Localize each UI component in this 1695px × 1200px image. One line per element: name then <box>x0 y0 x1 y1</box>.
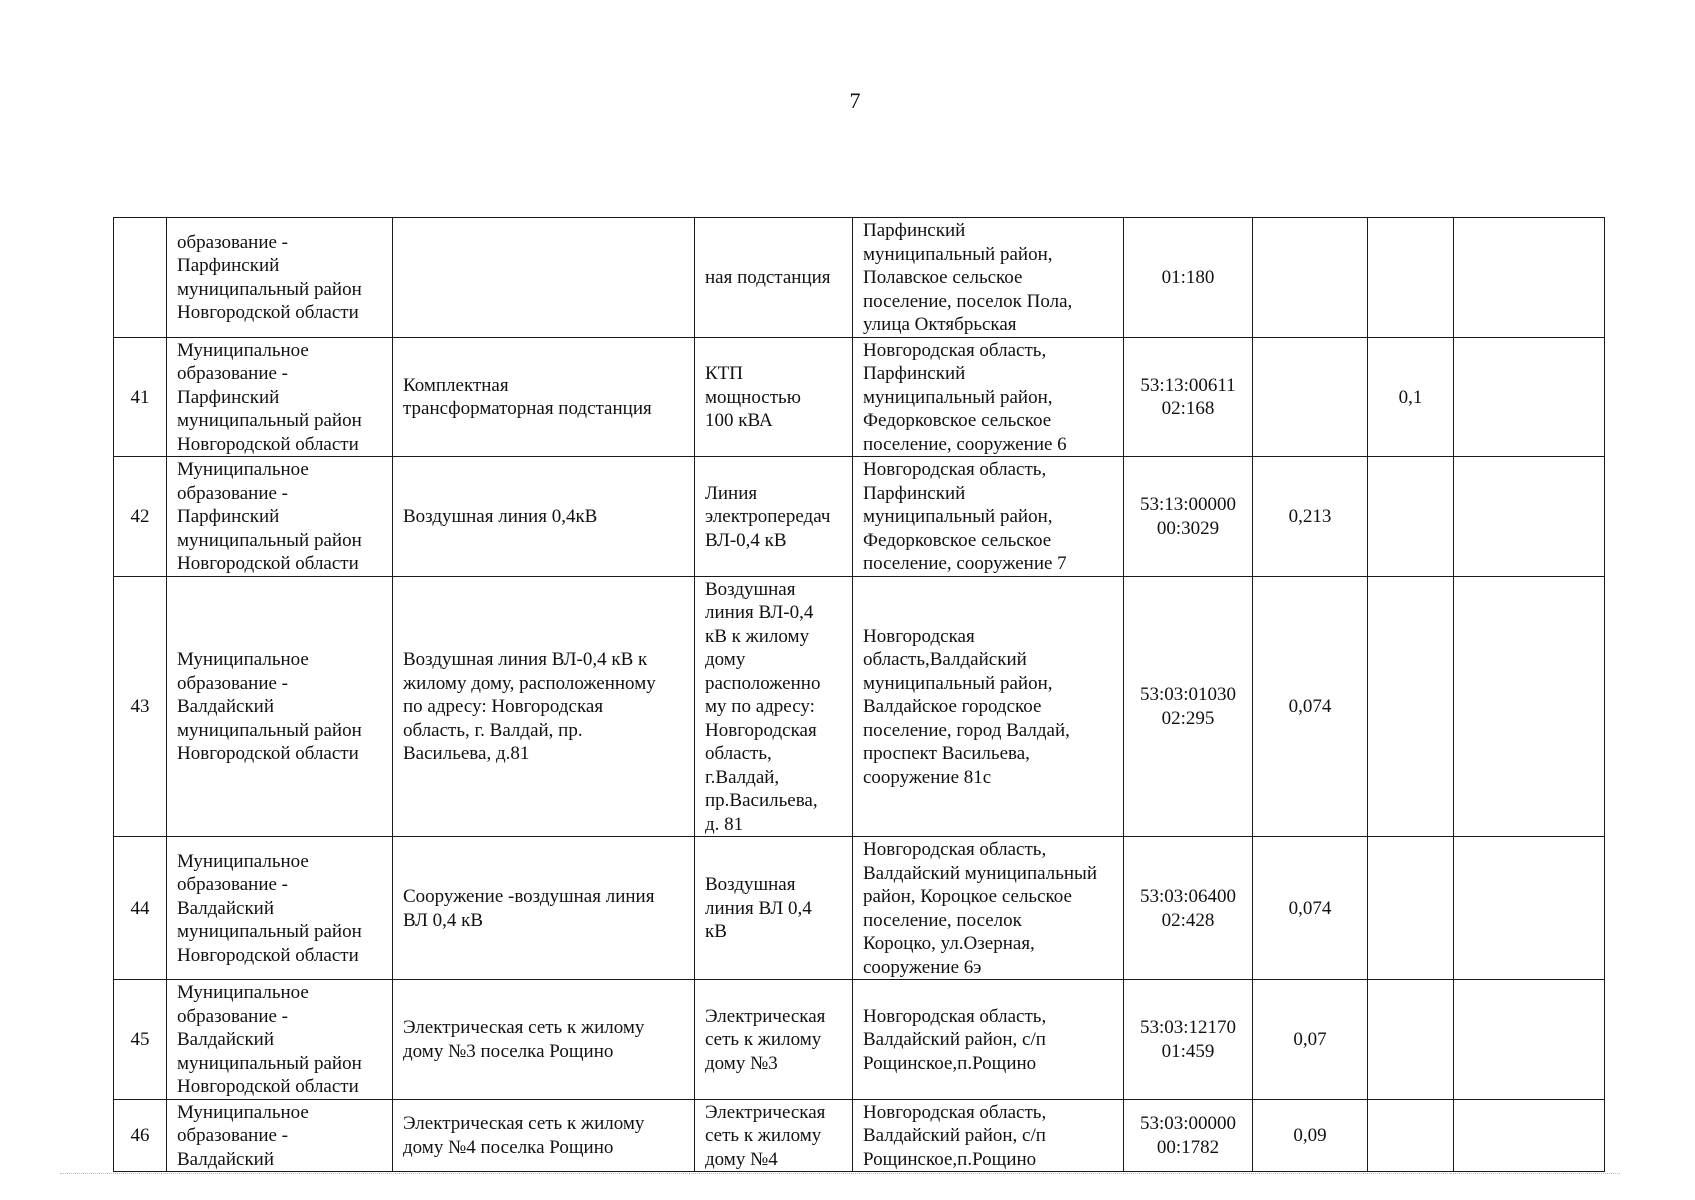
address-cell: Новгородская область,Валдайский муниципальный район, Валдайское городское поселение, город Валдай, проспект Васильева, сооружение 81с <box>853 576 1124 837</box>
table-row <box>114 837 1605 980</box>
area-cell <box>1368 837 1454 980</box>
object-type-cell: ная подстанция <box>695 218 853 338</box>
object-name-cell: Сооружение -воздушная линия ВЛ 0,4 кВ <box>393 837 695 980</box>
length-cell: 0,074 <box>1253 837 1368 980</box>
object-name-cell: Воздушная линия ВЛ-0,4 кВ к жилому дому, расположенному по адресу: Новгородская область, г. Валдай, пр. Васильева, д.81 <box>393 576 695 837</box>
length-cell: 0,07 <box>1253 980 1368 1100</box>
cadastral-number-cell: 53:03:06400 02:428 <box>1124 837 1253 980</box>
row-number-cell: 43 <box>114 576 167 837</box>
object-name-cell: Воздушная линия 0,4кВ <box>393 457 695 577</box>
length-cell: 0,09 <box>1253 1099 1368 1172</box>
cadastral-number-cell: 53:13:00611 02:168 <box>1124 337 1253 457</box>
table-row <box>114 1099 1605 1172</box>
object-name-cell: Электрическая сеть к жилому дому №3 поселка Рощино <box>393 980 695 1100</box>
owner-cell: Муниципальное образование - Валдайский муниципальный район Новгородской области <box>167 980 393 1100</box>
object-type-cell: Электрическая сеть к жилому дому №3 <box>695 980 853 1100</box>
row-number-cell <box>114 218 167 338</box>
object-type-cell: Линия электропередач ВЛ-0,4 кВ <box>695 457 853 577</box>
notes-cell <box>1454 457 1605 577</box>
cadastral-number-cell: 53:03:12170 01:459 <box>1124 980 1253 1100</box>
notes-cell <box>1454 337 1605 457</box>
notes-cell <box>1454 1099 1605 1172</box>
object-name-cell: Комплектная трансформаторная подстанция <box>393 337 695 457</box>
object-type-cell: КТП мощностью 100 кВА <box>695 337 853 457</box>
address-cell: Парфинский муниципальный район, Полавское сельское поселение, поселок Пола, улица Октябрьская <box>853 218 1124 338</box>
object-type-cell: Электрическая сеть к жилому дому №4 <box>695 1099 853 1172</box>
address-cell: Новгородская область, Валдайский район, с/п Рощинское,п.Рощино <box>853 1099 1124 1172</box>
row-number-cell: 42 <box>114 457 167 577</box>
notes-cell <box>1454 218 1605 338</box>
area-cell: 0,1 <box>1368 337 1454 457</box>
row-number-cell: 45 <box>114 980 167 1100</box>
table-row <box>114 337 1605 457</box>
owner-cell: Муниципальное образование - Парфинский муниципальный район Новгородской области <box>167 337 393 457</box>
table-row <box>114 218 1605 338</box>
owner-cell: Муниципальное образование - Парфинский муниципальный район Новгородской области <box>167 457 393 577</box>
table-body <box>114 218 1605 1172</box>
length-cell: 0,213 <box>1253 457 1368 577</box>
owner-cell: Муниципальное образование - Валдайский муниципальный район Новгородской области <box>167 837 393 980</box>
row-number-cell: 44 <box>114 837 167 980</box>
notes-cell <box>1454 980 1605 1100</box>
area-cell <box>1368 457 1454 577</box>
owner-cell: образование - Парфинский муниципальный район Новгородской области <box>167 218 393 338</box>
object-type-cell: Воздушная линия ВЛ 0,4 кВ <box>695 837 853 980</box>
notes-cell <box>1454 576 1605 837</box>
owner-cell: Муниципальное образование - Валдайский муниципальный район Новгородской области <box>167 576 393 837</box>
row-number-cell: 46 <box>114 1099 167 1172</box>
object-name-cell: Электрическая сеть к жилому дому №4 поселка Рощино <box>393 1099 695 1172</box>
cadastral-number-cell: 53:03:00000 00:1782 <box>1124 1099 1253 1172</box>
table-row <box>114 457 1605 577</box>
notes-cell <box>1454 837 1605 980</box>
cadastral-number-cell: 53:13:00000 00:3029 <box>1124 457 1253 577</box>
address-cell: Новгородская область, Парфинский муниципальный район, Федорковское сельское поселение, сооружение 7 <box>853 457 1124 577</box>
property-registry-table <box>113 217 1605 1172</box>
page-number: 7 <box>849 88 861 113</box>
table-row <box>114 576 1605 837</box>
cadastral-number-cell: 53:03:01030 02:295 <box>1124 576 1253 837</box>
page-bottom-edge <box>60 1173 1620 1174</box>
length-cell: 0,074 <box>1253 576 1368 837</box>
row-number-cell: 41 <box>114 337 167 457</box>
address-cell: Новгородская область, Валдайский муниципальный район, Короцкое сельское поселение, поселок Короцко, ул.Озерная, сооружение 6э <box>853 837 1124 980</box>
length-cell <box>1253 218 1368 338</box>
area-cell <box>1368 1099 1454 1172</box>
length-cell <box>1253 337 1368 457</box>
area-cell <box>1368 980 1454 1100</box>
table-row <box>114 980 1605 1100</box>
area-cell <box>1368 218 1454 338</box>
address-cell: Новгородская область, Валдайский район, с/п Рощинское,п.Рощино <box>853 980 1124 1100</box>
object-name-cell <box>393 218 695 338</box>
owner-cell: Муниципальное образование - Валдайский <box>167 1099 393 1172</box>
area-cell <box>1368 576 1454 837</box>
address-cell: Новгородская область, Парфинский муниципальный район, Федорковское сельское поселение, сооружение 6 <box>853 337 1124 457</box>
cadastral-number-cell: 01:180 <box>1124 218 1253 338</box>
object-type-cell: Воздушная линия ВЛ-0,4 кВ к жилому дому расположенно му по адресу: Новгородская область, г.Валдай, пр.Васильева, д. 81 <box>695 576 853 837</box>
